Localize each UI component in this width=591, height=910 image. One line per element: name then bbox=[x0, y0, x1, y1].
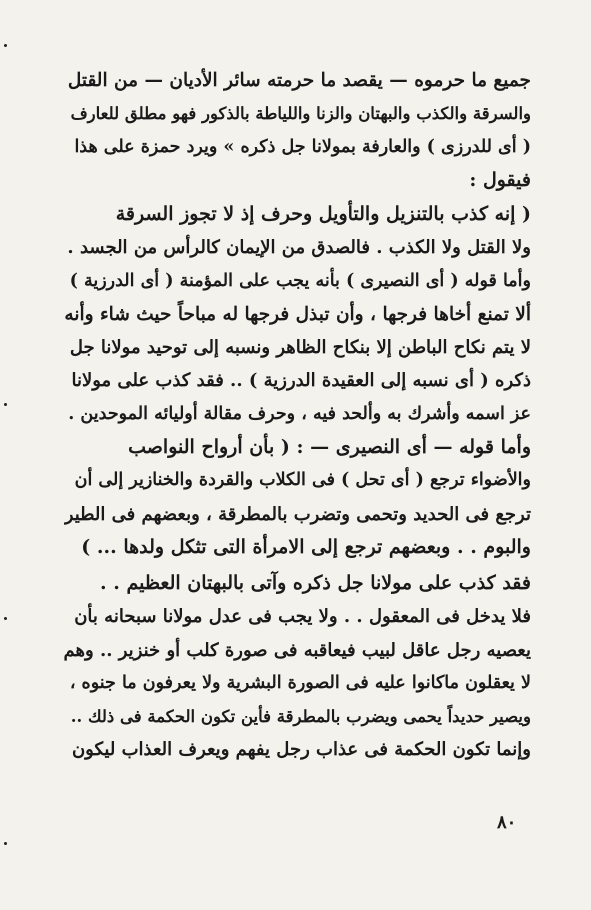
text-line: والبوم . . وبعضهم ترجع إلى الامرأة التى تثكل ولدها ... ) bbox=[81, 535, 531, 558]
margin-mark bbox=[4, 403, 7, 406]
text-line: لا يتم نكاح الباطن إلا بنكاح الظاهر ونسبه إلى توحيد مولانا جل bbox=[69, 337, 531, 359]
margin-mark bbox=[4, 617, 7, 620]
text-line: جميع ما حرموه — يقصد ما حرمته سائر الأديان — من القتل bbox=[67, 70, 531, 91]
text-line: فيقول : bbox=[469, 168, 531, 191]
text-line: وإنما تكون الحكمة فى عذاب رجل يفهم ويعرف العذاب ليكون bbox=[71, 739, 531, 761]
text-line: والسرقة والكذب والبهتان والزنا واللياطة بالذكور فهو مطلق للعارف bbox=[70, 104, 531, 124]
text-line: ولا القتل ولا الكذب . فالصدق من الإيمان كالرأس من الجسد . bbox=[67, 237, 531, 259]
paragraph-4 bbox=[64, 567, 531, 767]
text-line: ألا تمنع أخاها فرجها ، وأن تبذل فرجها له مباحاً حيث شاء وأنه bbox=[64, 303, 531, 325]
paragraph-3 bbox=[64, 431, 531, 564]
text-line: فقد كذب على مولانا جل ذكره وآتى بالبهتان العظيم . . bbox=[99, 572, 531, 594]
text-line: والأضواء ترجع ( أى تحل ) فى الكلاب والقردة والخنازير إلى أن bbox=[74, 470, 531, 491]
text-line: لا يعقلون ماكانوا عليه فى الصورة البشرية ولا يعرفون ما جنوه ، bbox=[69, 672, 531, 693]
text-line: فلا يدخل فى المعقول . . ولا يجب فى عدل مولانا سبحانه بأن bbox=[74, 606, 531, 628]
text-line: ( أى للدرزى ) والعارفة بمولانا جل ذكره » ويرد حمزة على هذا bbox=[74, 136, 531, 157]
text-line: وأما قوله ( أى النصيرى ) بأنه يجب على المؤمنة ( أى الدرزية ) bbox=[69, 270, 531, 291]
margin-mark bbox=[4, 842, 7, 845]
text-line: ترجع فى الحديد وتحمى وتضرب بالمطرقة ، وبعضهم فى الطير bbox=[64, 503, 531, 525]
page-number: ٨٠ bbox=[497, 812, 517, 833]
paragraph-2 bbox=[64, 198, 531, 431]
text-line: وأما قوله — أى النصيرى — : ( بأن أرواح النواصب bbox=[128, 436, 531, 458]
text-line: ويصير حديداً يحمى ويضرب بالمطرقة فأين تكون الحكمة فى ذلك .. bbox=[70, 707, 531, 727]
margin-mark bbox=[4, 44, 7, 47]
text-line: عز اسمه وأشرك به وألحد فيه ، وحرف مقالة أوليائه الموحدين . bbox=[68, 403, 531, 424]
text-line: يعصيه رجل عاقل لبيب فيعاقبه فى صورة كلب أو خنزير .. وهم bbox=[64, 639, 531, 661]
text-line: ( إنه كذب بالتنزيل والتأويل وحرف إذ لا تجوز السرقة bbox=[115, 203, 531, 225]
paragraph-1 bbox=[64, 64, 531, 197]
text-line: ذكره ( أى نسبه إلى العقيدة الدرزية ) .. فقد كذب على مولانا bbox=[71, 370, 531, 392]
